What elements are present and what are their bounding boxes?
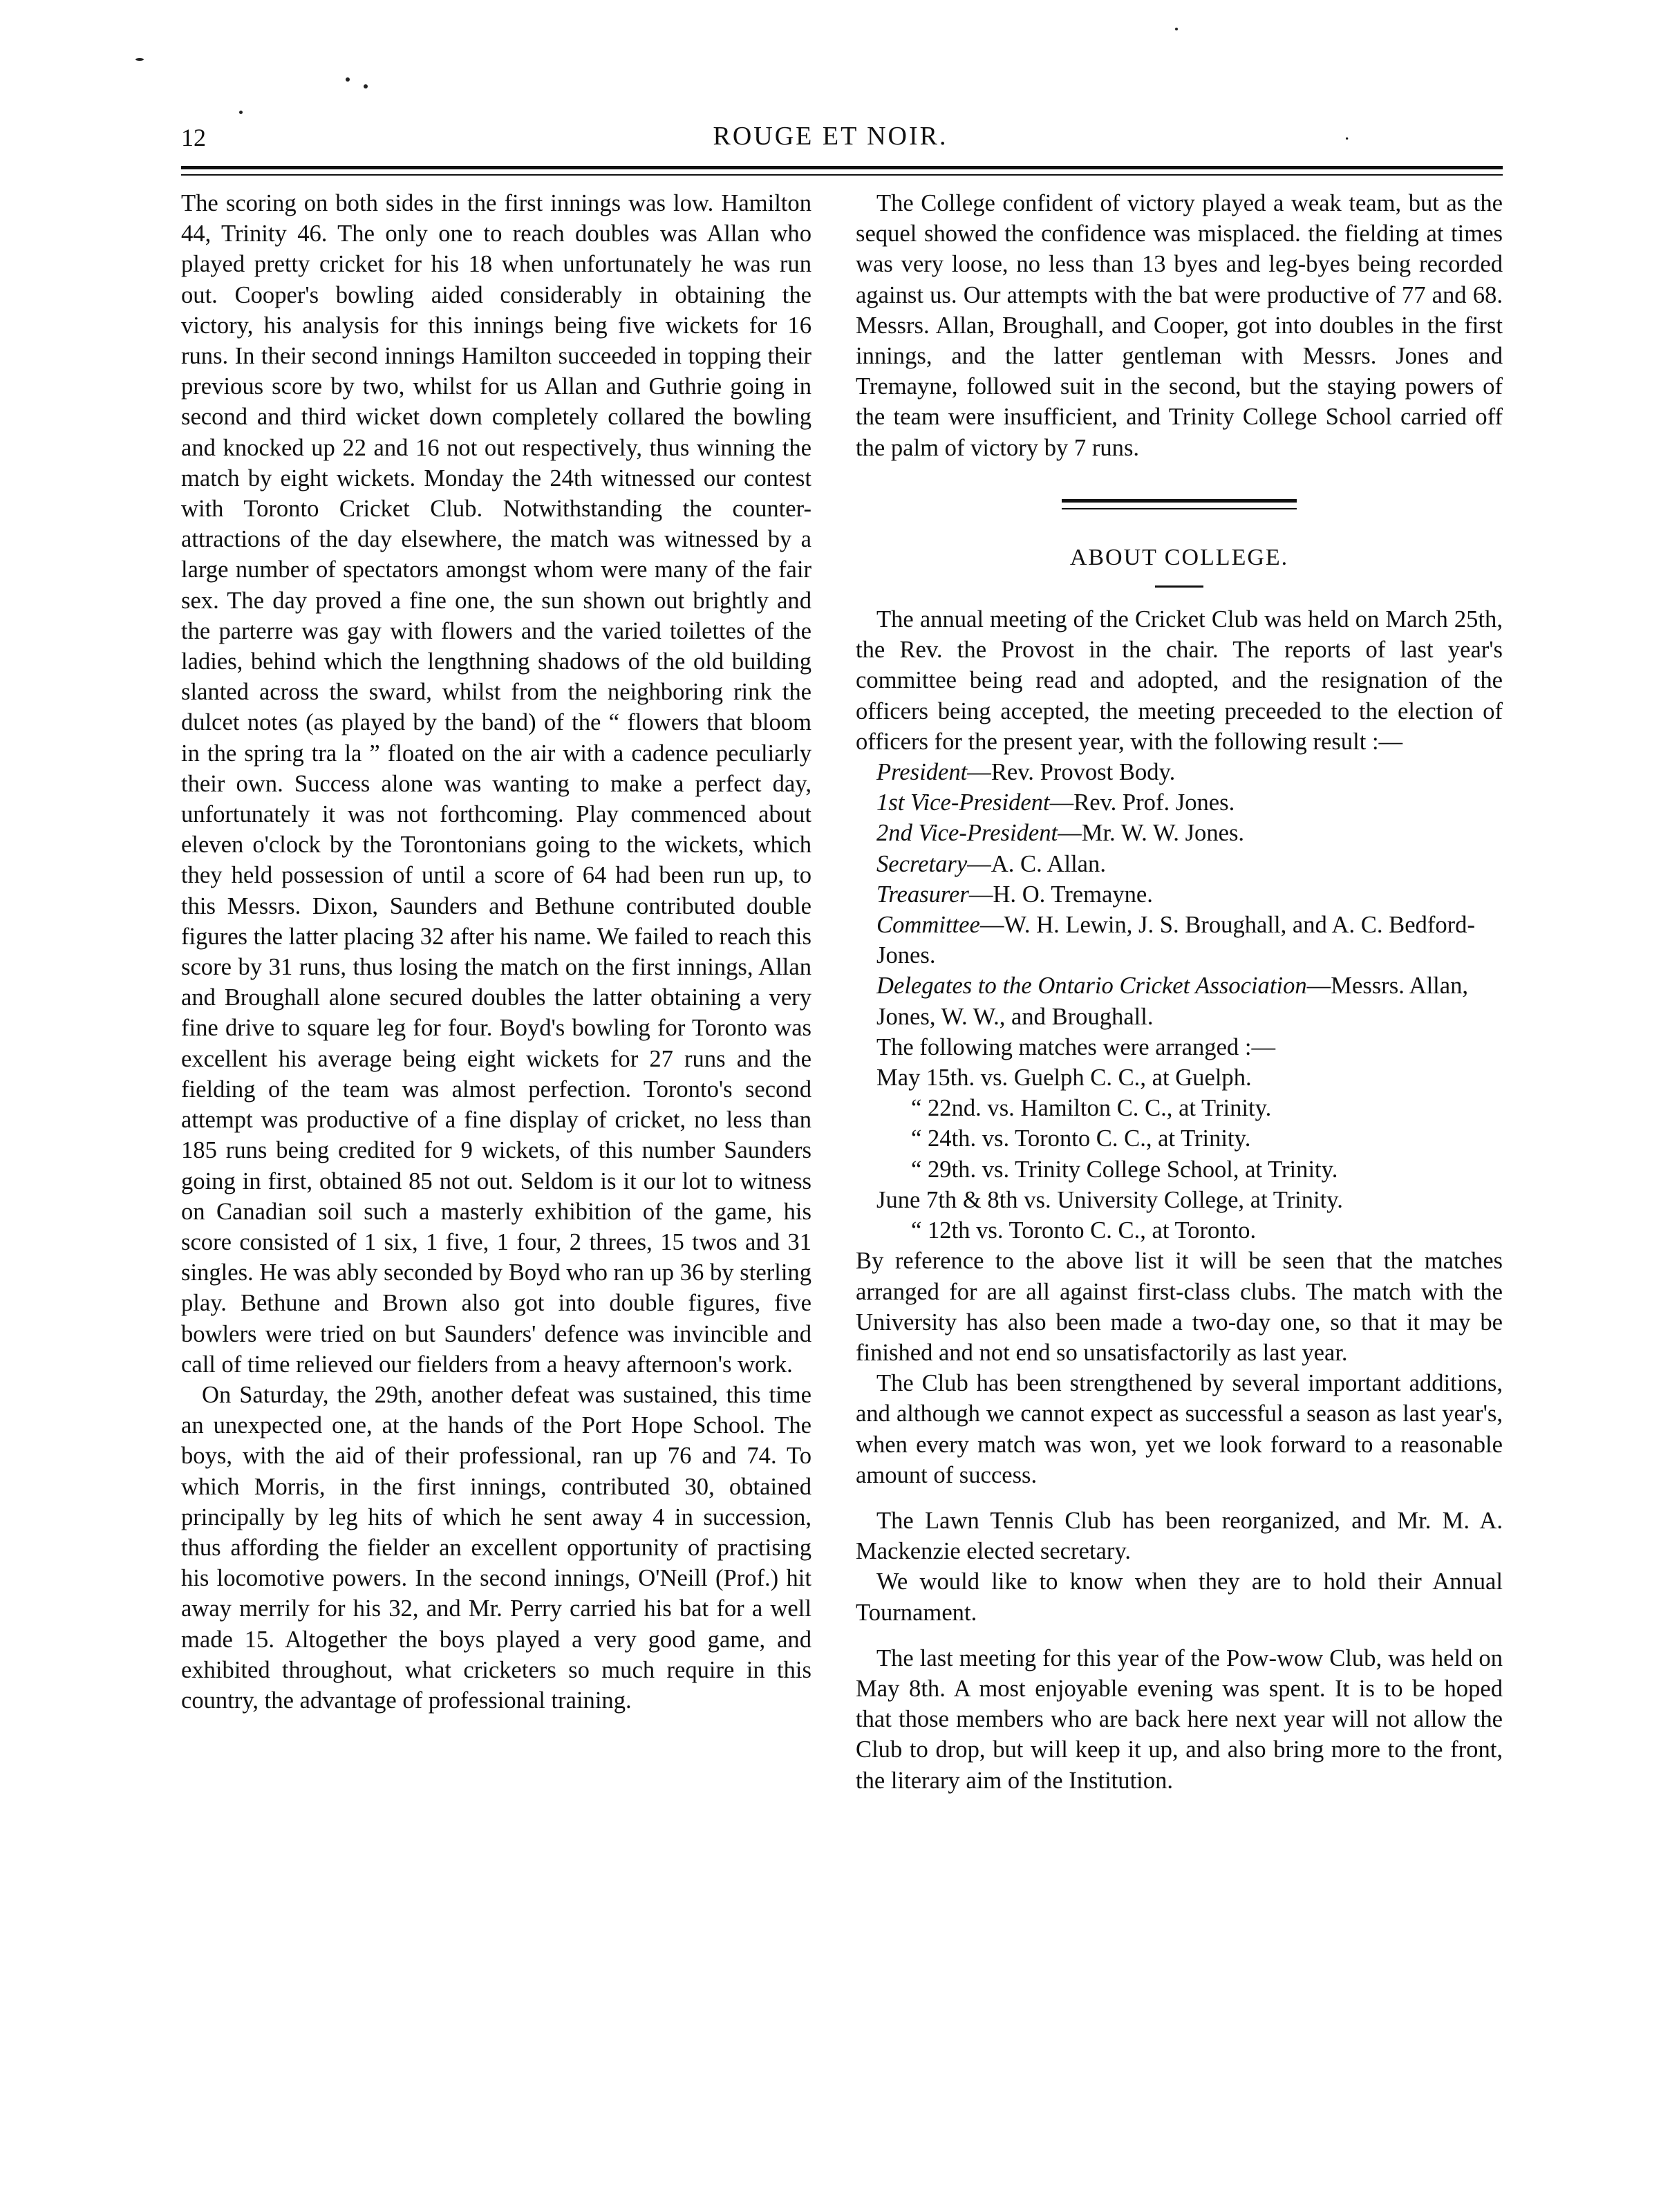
- matches-intro: The following matches were arranged :—: [876, 1033, 1276, 1060]
- title-underline: [1155, 585, 1203, 588]
- officer-entry: Committee—W. H. Lewin, J. S. Broughall, and A. C. Bedford-Jones.: [876, 912, 1475, 969]
- running-head-title: ROUGE ET NOIR.: [713, 122, 948, 151]
- header-rule-thick: [181, 166, 1503, 169]
- fixtures-list: [856, 1062, 1503, 1246]
- pow-wow-paragraph: The last meeting for this year of the Pow-wow Club, was held on May 8th. A most enjoyable evening was spent. It is to be hoped that those members who are back here next year will not allow the Club to drop, but will keep it up, and also bring more to the front, the literary aim of the Institution.: [856, 1644, 1503, 1794]
- scan-speck: [346, 77, 350, 82]
- fixture-item: “ 12th vs. Toronto C. C., at Toronto.: [911, 1217, 1257, 1244]
- officers-list: [856, 757, 1503, 1032]
- officer-entry: 2nd Vice-President—Mr. W. W. Jones.: [876, 820, 1245, 847]
- tournament-paragraph: We would like to know when they are to hold their Annual Tournament.: [856, 1568, 1503, 1626]
- annual-meeting-paragraph: The annual meeting of the Cricket Club was held on March 25th, the Rev. the Provost in the chair. The reports of last year's committee being read and adopted, and the resignation of the officers being accepted, the meeting preceeded to the election of officers for the present year, with the following result :—: [856, 606, 1503, 755]
- lawn-tennis-paragraph: The Lawn Tennis Club has been reorganized, and Mr. M. A. Mackenzie elected secretary.: [856, 1507, 1503, 1565]
- fixture-item: June 7th & 8th vs. University College, at Trinity.: [876, 1186, 1343, 1213]
- officer-entry: Secretary—A. C. Allan.: [876, 850, 1106, 877]
- fixture-item: “ 29th. vs. Trinity College School, at Trinity.: [911, 1156, 1338, 1183]
- cricket-report-paragraph: The scoring on both sides in the first innings was low. Hamilton 44, Trinity 46. The only one to reach doubles was Allan who played pretty cricket for his 18 when unfortunately he was run out. Cooper's bowling aided considerably in obtaining the victory, his analysis for this innings being five wickets for 16 runs. In their second innings Hamilton succeeded in topping their previous score by two, whilst for us Allan and Guthrie going in second and third wicket down completely collared the bowling and knocked up 22 and 16 not out respectively, thus winning the match by eight wickets. Monday the 24th witnessed our contest with Toronto Cricket Club. Notwithstanding the counter-attractions of the day elsewhere, the match was witnessed by a large number of spectators amongst whom were many of the fair sex. The day proved a fine one, the sun shown out brightly and the parterre was gay with flowers and the varied toilettes of the ladies, behind which the lengthning shadows of the old building slanted across the sward, whilst from the neighboring rink the dulcet notes (as played by the band) of the “ flowers that bloom in the spring tra la ” floated on the air with a cadence peculiarly their own. Success alone was wanting to make a perfect day, unfortunately it was not forthcoming. Play commenced about eleven o'clock by the Torontonians going to the wickets, which they held possession of until a score of 64 had been run up, to this Messrs. Dixon, Saunders and Bethune contributed double figures the latter placing 32 after his name. We failed to reach this score by 31 runs, thus losing the match on the first innings, Allan and Broughall alone secured doubles the latter obtaining a very fine drive to square leg for four. Boyd's bowling for Toronto was excellent his average being eight wickets for 27 runs and the fielding of the team was almost perfection. Toronto's second attempt was productive of a fine display of cricket, no less than 185 runs being credited for 9 wickets, of this number Saunders going in first, obtained 85 not out. Seldom is it our lot to witness on Canadian soil such a masterly exhibition of the game, his score consisted of 1 six, 1 five, 1 four, 2 threes, 15 twos and 31 singles. He was ably seconded by Boyd who ran up 36 by sterling play. Bethune and Brown also got into double figures, five bowlers were tried on but Saunders' defence was invincible and call of time relieved our fielders from a heavy afternoon's work.: [181, 190, 811, 1378]
- left-column: [181, 188, 811, 1716]
- officer-entry: Treasurer—H. O. Tremayne.: [876, 881, 1153, 908]
- fixtures-note-paragraph: By reference to the above list it will be seen that the matches arranged for are all against first-class clubs. The match with the University has also been made a two-day one, so that it may be finished and not end so unsatisfactorily as last year.: [856, 1248, 1503, 1366]
- scan-speck: [135, 58, 144, 61]
- page-number: 12: [181, 124, 206, 151]
- college-match-paragraph: The College confident of victory played a weak team, but as the sequel showed the confidence was misplaced. the fielding at times was very loose, no less than 13 byes and leg-byes being recorded against us. Our attempts with the bat were productive of 77 and 68. Messrs. Allan, Broughall, and Cooper, got into doubles in the first innings, and the latter gentleman with Messrs. Jones and Tremayne, followed suit in the second, but the staying powers of the team were insufficient, and Trinity College School carried off the palm of victory by 7 runs.: [856, 190, 1503, 461]
- officer-entry: President—Rev. Provost Body.: [876, 759, 1176, 786]
- header-rule-thin: [181, 174, 1503, 176]
- scan-speck: [1175, 28, 1178, 30]
- section-divider: [1062, 499, 1297, 509]
- officer-entry: 1st Vice-President—Rev. Prof. Jones.: [876, 789, 1235, 816]
- running-head-dot: ·: [1344, 129, 1351, 150]
- fixture-item: “ 22nd. vs. Hamilton C. C., at Trinity.: [911, 1095, 1272, 1122]
- officer-entry: Delegates to the Ontario Cricket Association—Messrs. Allan, Jones, W. W., and Broughall.: [876, 973, 1469, 1030]
- section-title: ABOUT COLLEGE.: [1069, 544, 1289, 570]
- scan-speck: [364, 84, 368, 88]
- club-strength-paragraph: The Club has been strengthened by several important additions, and although we cannot expect as successful a season as last year's, when every match was won, yet we look forward to a reasonable amount of success.: [856, 1370, 1503, 1488]
- port-hope-paragraph: On Saturday, the 29th, another defeat was sustained, this time an unexpected one, at the hands of the Port Hope School. The boys, with the aid of their professional, ran up 76 and 74. To which Morris, in the first innings, contributed 30, obtained principally by leg hits of which he sent away 4 in succession, thus affording the fielder an excellent opportunity of practising his locomotive powers. In the second innings, O'Neill (Prof.) hit away merrily for his 32, and Mr. Perry carried his bat for a well made 15. Altogether the boys played a very good game, and exhibited throughout, what cricketers so much require in this country, the advantage of professional training.: [181, 1381, 811, 1714]
- fixture-item: “ 24th. vs. Toronto C. C., at Trinity.: [911, 1125, 1251, 1152]
- fixture-item: May 15th. vs. Guelph C. C., at Guelph.: [876, 1065, 1252, 1091]
- right-column: [856, 188, 1503, 1796]
- scan-speck: [239, 111, 243, 114]
